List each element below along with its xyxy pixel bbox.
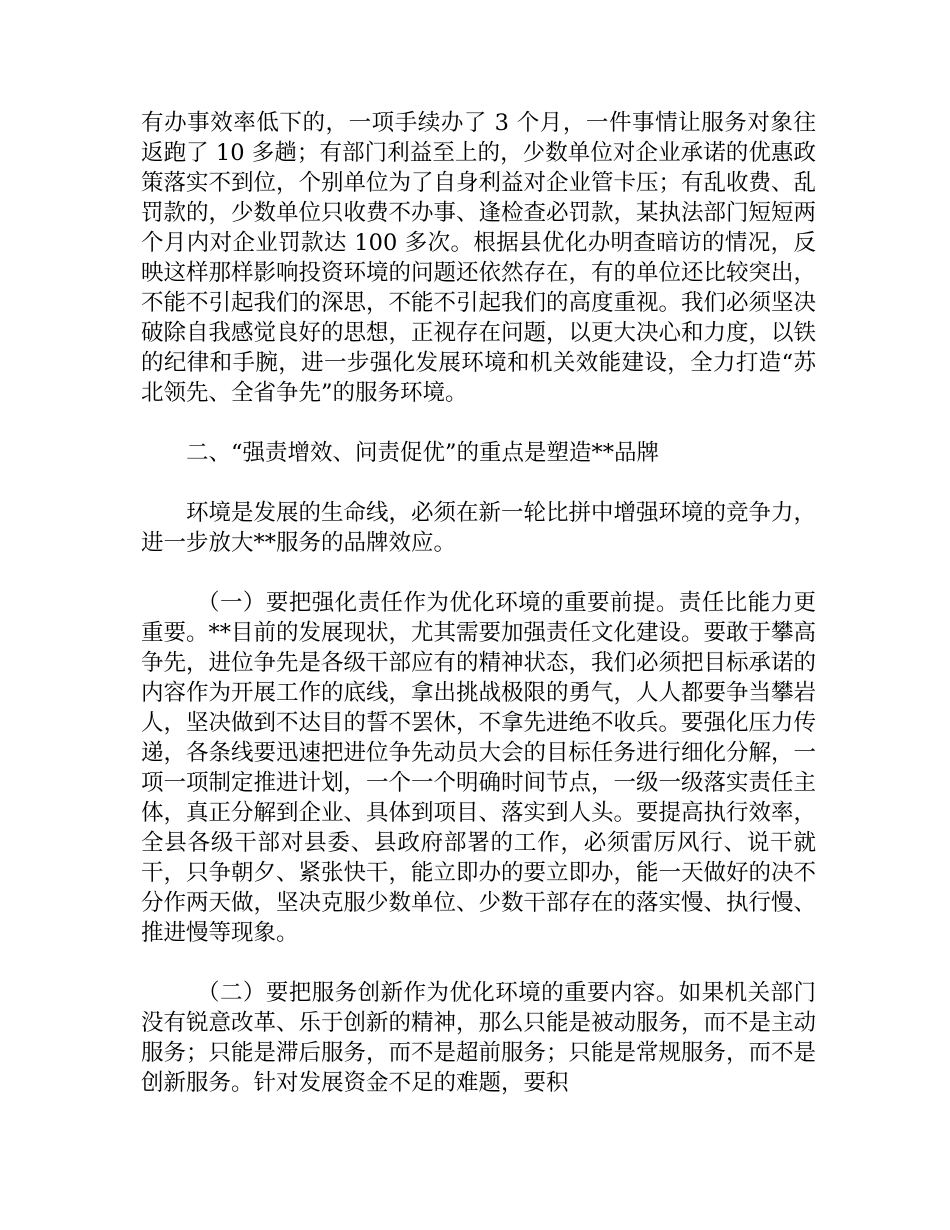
paragraph-subsection-1: （一）要把强化责任作为优化环境的重要前提。责任比能力更重要。**目前的发展现状，尤其需要加强责任文化建设。要敢于攀高争先，进位争先是各级干部应有的精神状态，我们必须把目标承诺的内容作为开展工作的底线，拿出挑战极限的勇气，人人都要争当攀岩人，坚决做到不达目的誓不罢休，不拿先进绝不收兵。要强化压力传递，各条线要迅速把进位争先动员大会的目标任务进行细化分解，一项一项制定推进计划，一个一个明确时间节点，一级一级落实责任主体，真正分解到企业、具体到项目、落实到人头。要提高执行效率，全县各级干部对县委、县政府部署的工作，必须雷厉风行、说干就干，只争朝夕、紧张快干，能立即办的要立即办，能一天做好的决不分作两天做，坚决克服少数单位、少数干部存在的落实慢、执行慢、推进慢等现象。 (141, 590, 817, 946)
paragraph-intro: 环境是发展的生命线，必须在新一轮比拼中增强环境的竞争力，进一步放大**服务的品牌效应。 (141, 500, 817, 556)
document-page (141, 108, 816, 1098)
paragraph-continued: 有办事效率低下的，一项手续办了 3 个月，一件事情让服务对象往返跑了 10 多趟；有部门利益至上的，少数单位对企业承诺的优惠政策落实不到位，个别单位为了自身利益对企业管卡压；有乱收费、乱罚款的，少数单位只收费不办事、逢检查必罚款，某执法部门短短两个月内对企业罚款达 100 多次。根据县优化办明查暗访的情况，反映这样那样影响投资环境的问题还依然存在，有的单位还比较突出，不能不引起我们的深思，不能不引起我们的高度重视。我们必须坚决破除自我感觉良好的思想，正视存在问题，以更大决心和力度，以铁的纪律和手腕，进一步强化发展环境和机关效能建设，全力打造“苏北领先、全省争先”的服务环境。 (141, 110, 817, 406)
section-heading: 二、“强责增效、问责促优”的重点是塑造**品牌 (186, 440, 660, 466)
paragraph-subsection-2: （二）要把服务创新作为优化环境的重要内容。如果机关部门没有锐意改革、乐于创新的精神，那么只能是被动服务，而不是主动服务；只能是滞后服务，而不是超前服务；只能是常规服务，而不是创新服务。针对发展资金不足的难题，要积 (141, 980, 817, 1096)
